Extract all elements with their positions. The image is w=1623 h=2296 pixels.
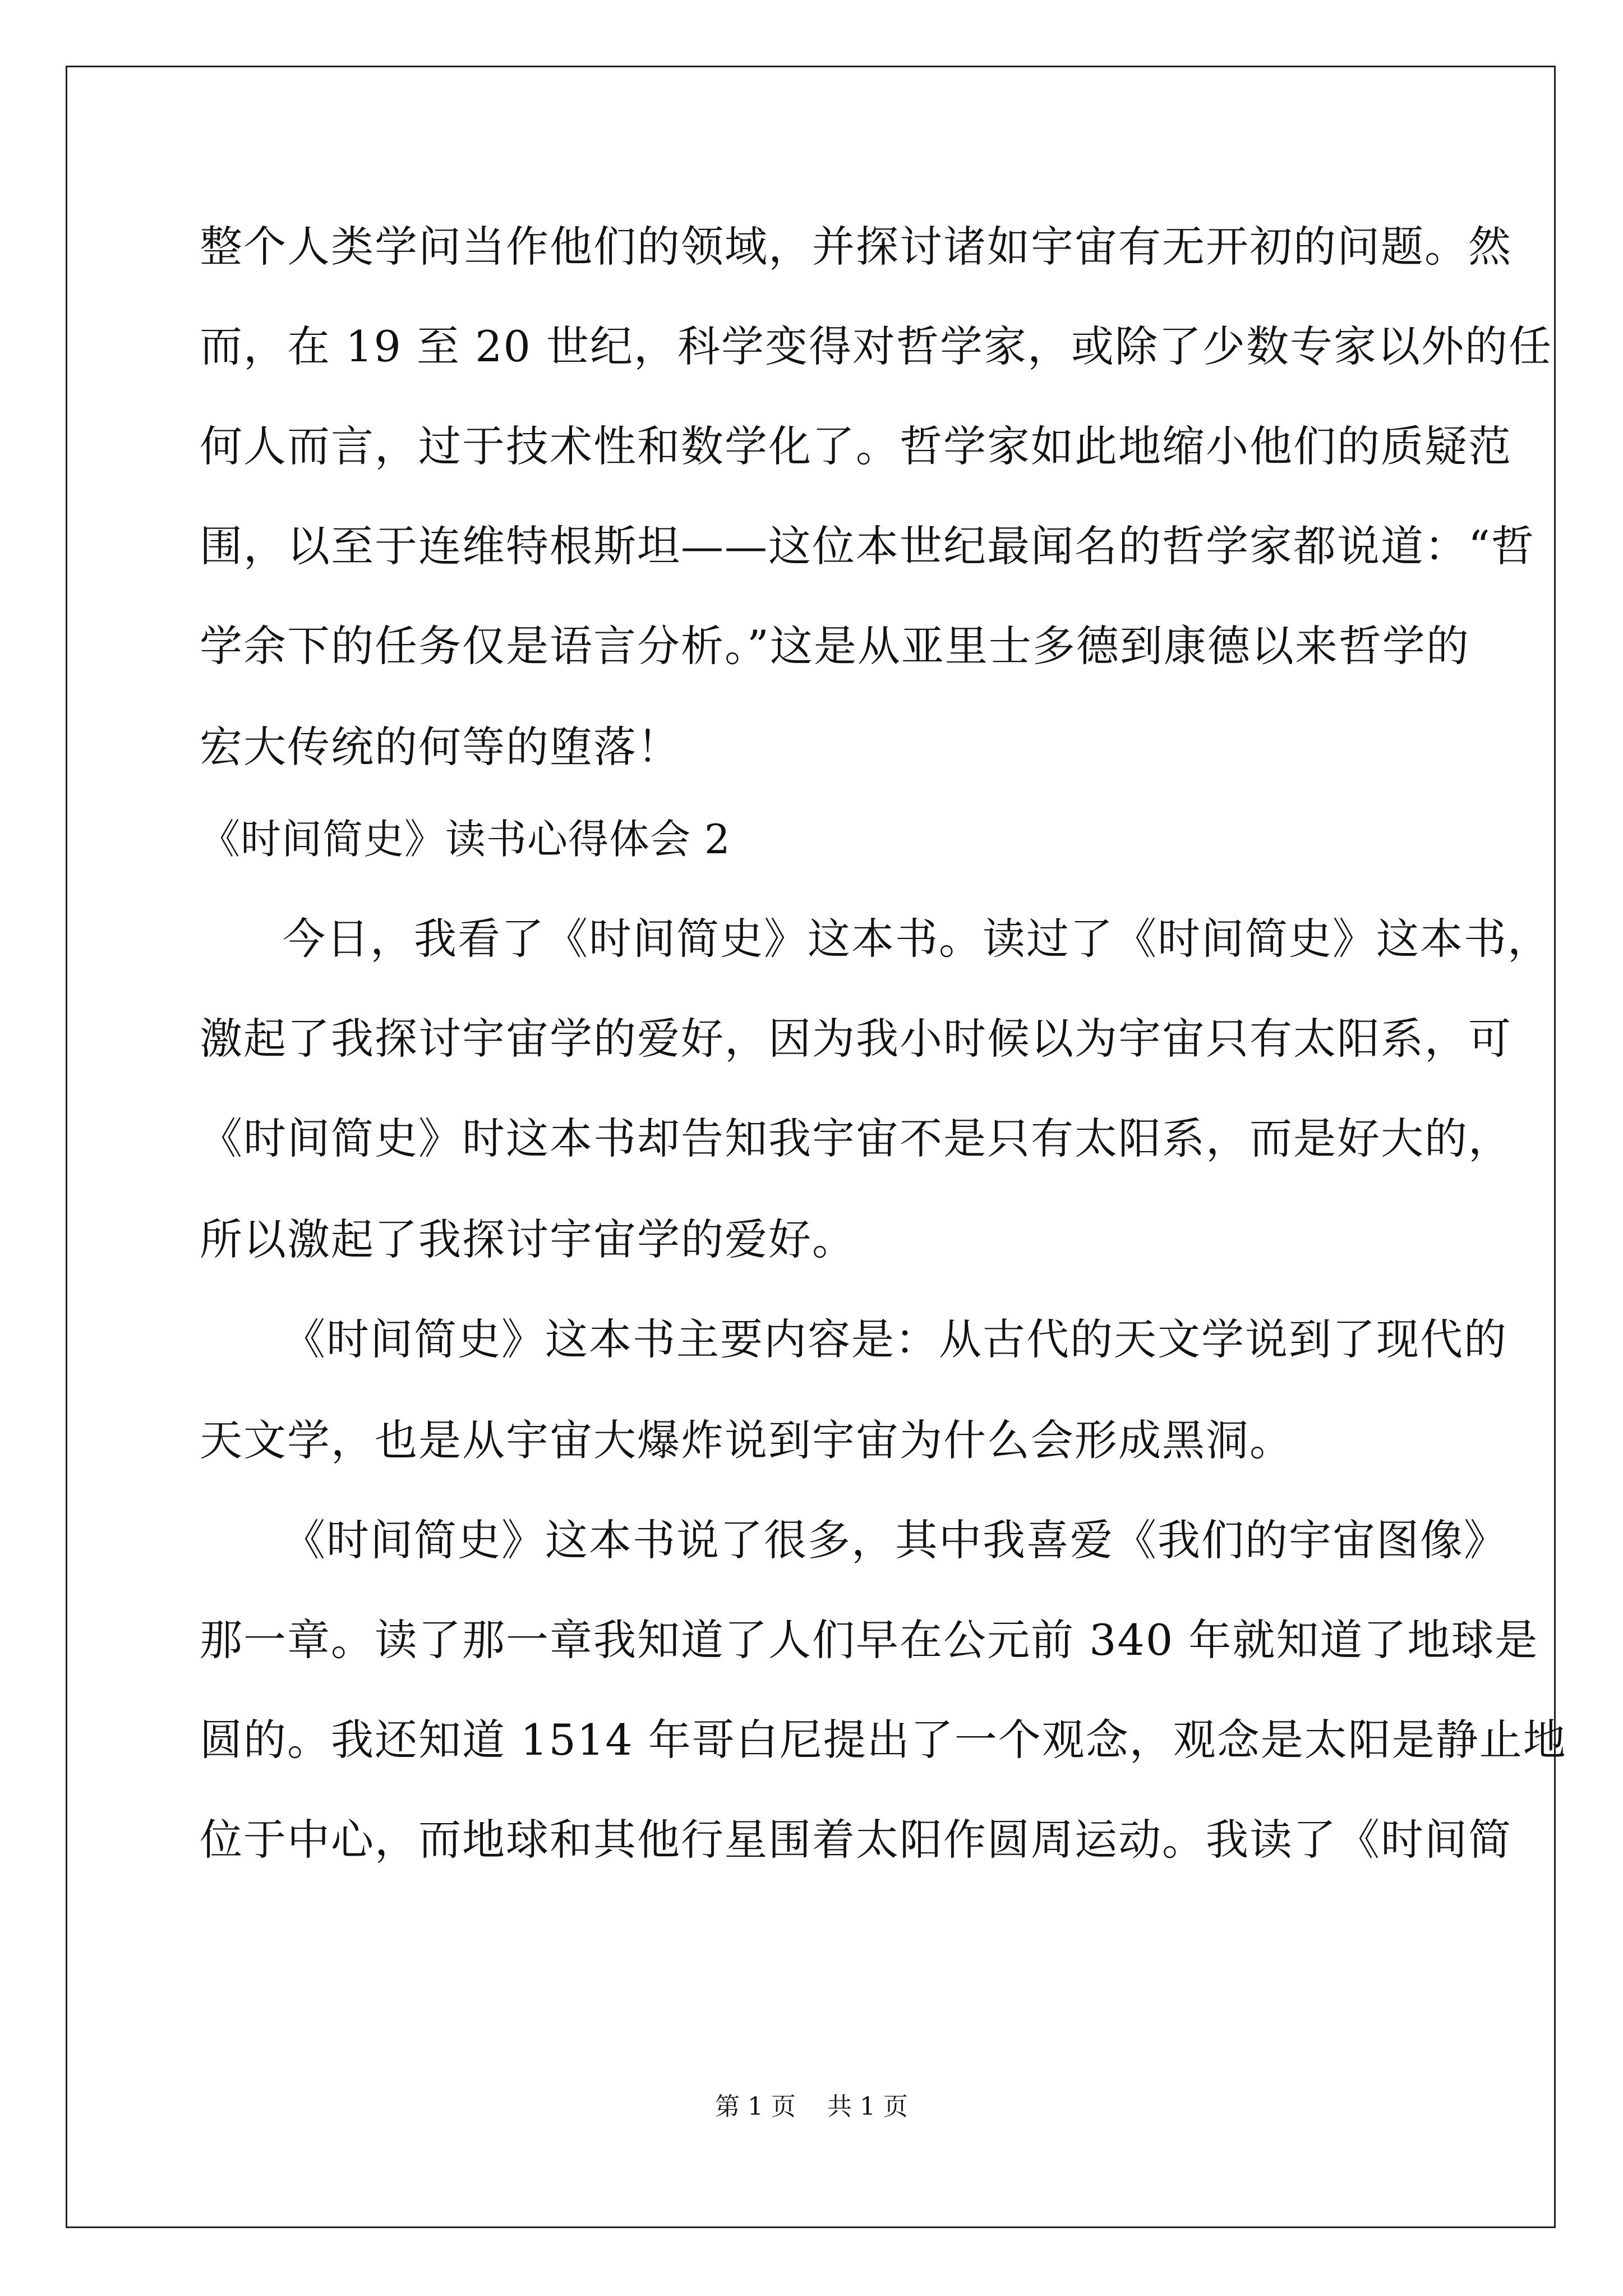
- text-line: 今日，我看了《时间简史》这本书。读过了《时间简史》这本书，: [283, 914, 1551, 964]
- section-heading: 《时间简史》读书心得体会 2: [200, 816, 731, 863]
- text-line: 《时间简史》这本书主要内容是：从古代的天文学说到了现代的: [283, 1314, 1507, 1364]
- text-line: 《时间简史》这本书说了很多，其中我喜爱《我们的宇宙图像》: [283, 1515, 1507, 1565]
- text-line: 而，在 19 至 20 世纪，科学变得对哲学家，或除了少数专家以外的任: [200, 321, 1553, 371]
- text-line: 学余下的任务仅是语言分析。”这是从亚里士多德到康德以来哲学的: [200, 621, 1470, 671]
- text-line: 位于中心，而地球和其他行星围着太阳作圆周运动。我读了《时间简: [200, 1815, 1512, 1865]
- text-line: 所以激起了我探讨宇宙学的爱好。: [200, 1214, 856, 1264]
- text-line: 激起了我探讨宇宙学的爱好，因为我小时候以为宇宙只有太阳系，可: [200, 1014, 1512, 1064]
- text-line: 宏大传统的何等的堕落！: [200, 722, 681, 772]
- page-footer: 第 1 页 共 1 页: [715, 2092, 908, 2121]
- text-line: 天文学，也是从宇宙大爆炸说到宇宙为什么会形成黑洞。: [200, 1415, 1293, 1465]
- text-line: 那一章。读了那一章我知道了人们早在公元前 340 年就知道了地球是: [200, 1615, 1539, 1665]
- text-line: 整个人类学问当作他们的领域，并探讨诸如宇宙有无开初的问题。然: [200, 222, 1512, 272]
- text-line: 何人而言，过于技术性和数学化了。哲学家如此地缩小他们的质疑范: [200, 421, 1512, 471]
- text-line: 围，以至于连维特根斯坦——这位本世纪最闻名的哲学家都说道：“哲: [200, 521, 1535, 571]
- text-line: 圆的。我还知道 1514 年哥白尼提出了一个观念，观念是太阳是静止地: [200, 1715, 1567, 1765]
- text-line: 《时间简史》时这本书却告知我宇宙不是只有太阳系，而是好大的，: [200, 1114, 1512, 1163]
